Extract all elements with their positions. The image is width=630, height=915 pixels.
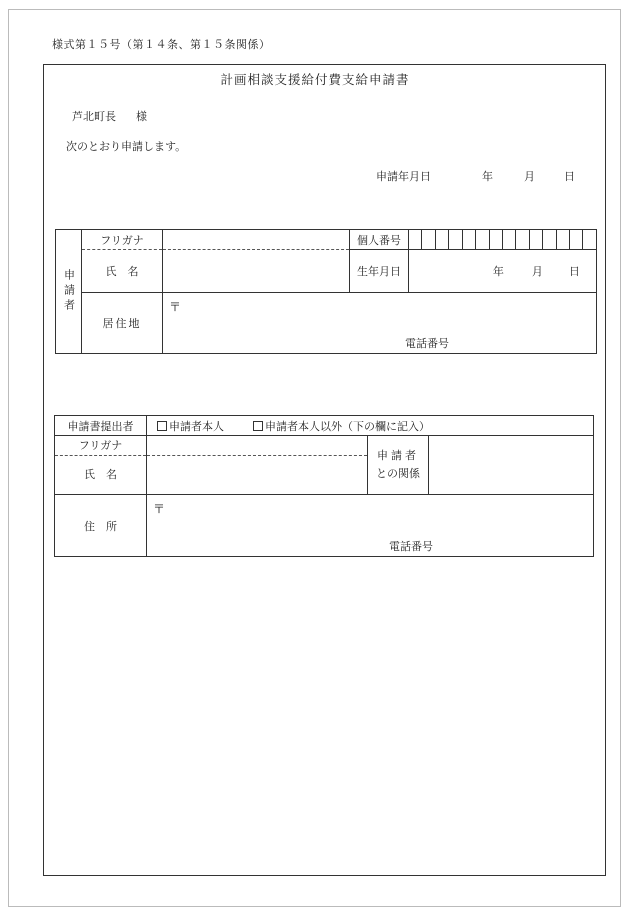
application-date-label: 申請年月日 (376, 170, 431, 183)
birth-day-unit: 日 (568, 265, 580, 278)
application-date-day: 日 (564, 170, 575, 183)
applicant-name-label: 氏 名 (82, 250, 163, 293)
applicant-name-field[interactable] (163, 250, 350, 293)
submitter-phone-label: 電話番号 (389, 540, 433, 553)
birth-year-unit: 年 (492, 265, 504, 278)
addressee-honorific: 様 (136, 110, 147, 123)
personal-number-digit[interactable] (489, 230, 502, 250)
submitter-options (147, 416, 594, 436)
applicant-phone-label: 電話番号 (405, 337, 449, 350)
personal-number-digit[interactable] (435, 230, 448, 250)
addressee (72, 108, 147, 124)
personal-number-digit[interactable] (543, 230, 556, 250)
option-other[interactable] (253, 418, 430, 434)
form-number: 様式第１５号（第１４条、第１５条関係） (52, 38, 271, 51)
birthdate-field[interactable] (409, 250, 597, 293)
addressee-name: 芦北町長 (72, 110, 116, 123)
applicant-address-field[interactable] (163, 293, 597, 354)
personal-number-digit[interactable] (516, 230, 529, 250)
relation-field[interactable] (429, 436, 594, 495)
birth-month-unit: 月 (531, 265, 543, 278)
applicant-furigana-label: フリガナ (82, 230, 163, 250)
submitter-header-label: 申請書提出者 (55, 416, 147, 436)
submitter-name-label-cell (55, 436, 147, 495)
relation-label (368, 436, 429, 495)
applicant-address-label: 居住地 (82, 293, 163, 354)
personal-number-digit[interactable] (462, 230, 475, 250)
intro-text: 次のとおり申請します。 (66, 140, 187, 153)
birthdate-label: 生年月日 (350, 250, 409, 293)
submitter-address-label: 住 所 (55, 495, 147, 557)
checkbox-self[interactable] (157, 421, 167, 431)
checkbox-other[interactable] (253, 421, 263, 431)
postal-mark-icon: 〒 (153, 502, 166, 516)
personal-number-label: 個人番号 (350, 230, 409, 250)
relation-label-2: との関係 (376, 467, 420, 480)
application-date-line (376, 168, 575, 184)
relation-label-1: 申請者 (377, 449, 419, 462)
personal-number-digit[interactable] (422, 230, 435, 250)
submitter-table (54, 415, 594, 557)
personal-number-digit[interactable] (556, 230, 569, 250)
submitter-name-field[interactable] (147, 436, 368, 495)
applicant-furigana-field[interactable] (163, 230, 350, 250)
personal-number-digit[interactable] (449, 230, 462, 250)
applicant-side-label: 申請者 (56, 230, 82, 354)
postal-mark-icon: 〒 (169, 300, 182, 314)
personal-number-digit[interactable] (529, 230, 542, 250)
personal-number-digit[interactable] (409, 230, 422, 250)
applicant-table (55, 229, 597, 354)
personal-number-digit[interactable] (583, 230, 596, 250)
option-self[interactable] (157, 418, 224, 434)
form-title: 計画相談支援給付費支給申請書 (220, 72, 410, 87)
personal-number-digit[interactable] (502, 230, 515, 250)
application-date-month: 月 (524, 170, 535, 183)
personal-number-digit[interactable] (570, 230, 583, 250)
option-other-label: 申請者本人以外（下の欄に記入） (265, 419, 430, 433)
option-self-label: 申請者本人 (169, 419, 224, 433)
submitter-name-label: 氏 名 (84, 468, 117, 481)
personal-number-digit[interactable] (476, 230, 489, 250)
submitter-address-field[interactable] (147, 495, 594, 557)
submitter-furigana-label: フリガナ (55, 436, 146, 456)
submitter-furigana-field[interactable] (147, 436, 367, 456)
application-date-year: 年 (482, 170, 493, 183)
